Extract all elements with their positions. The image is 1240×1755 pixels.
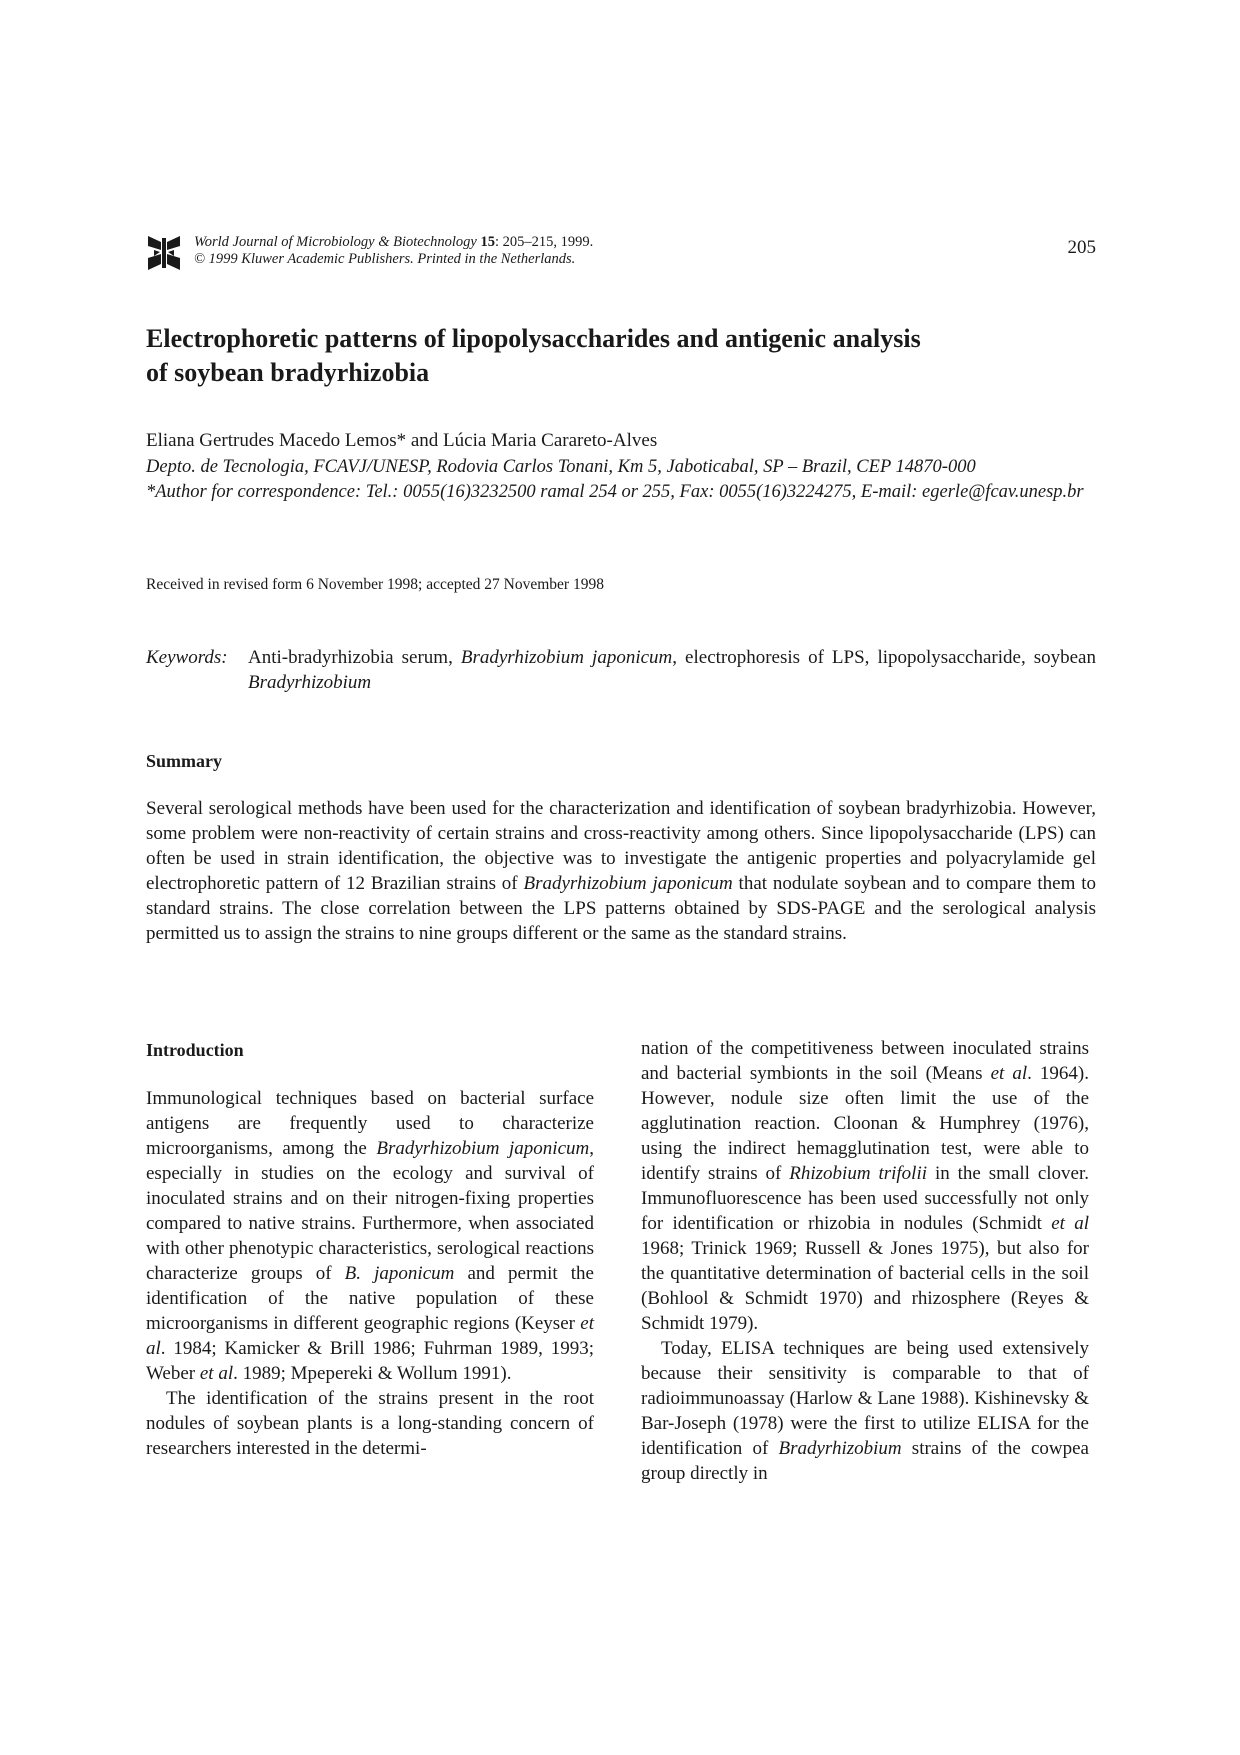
journal-pages: : 205–215, 1999. xyxy=(494,234,594,250)
page-number: 205 xyxy=(1067,237,1096,258)
paper-title xyxy=(146,322,1096,390)
received-dates: Received in revised form 6 November 1998; accepted 27 November 1998 xyxy=(146,576,604,593)
intro-paragraph-4: Today, ELISA techniques are being used extensively because their sensitivity is comparable to that of radioimmunoassay (Harlow & Lane 1988). Kishinevsky & Bar-Joseph (1978) were the first to utilize ELISA for the identification of Bradyrhizobium strains of the cowpea group directly in xyxy=(641,1338,1089,1484)
publisher-logo-icon xyxy=(146,234,182,272)
journal-volume: 15 xyxy=(480,234,495,250)
authors: Eliana Gertrudes Macedo Lemos* and Lúcia Maria Carareto-Alves xyxy=(146,430,658,451)
left-column xyxy=(146,1086,594,1461)
intro-paragraph-2: The identification of the strains present in the root nodules of soybean plants is a long-standing concern of researchers interested in the determi- xyxy=(146,1388,594,1459)
journal-citation xyxy=(194,234,593,268)
summary-text: Several serological methods have been used for the characterization and identification of soybean bradyrhizobia. However, some problem were non-reactivity of certain strains and cross-reactivity among others. Since lipopolysaccharide (LPS) can often be used in strain identification, the objective was to investigate the antigenic properties and polyacrylamide gel electrophoretic pattern of 12 Brazilian strains of Bradyrhizobium japonicum that nodulate soybean and to compare them to standard strains. The close correlation between the LPS patterns obtained by SDS-PAGE and the serological analysis permitted us to assign the strains to nine groups different or the same as the standard strains. xyxy=(146,798,1096,944)
title-line-2: of soybean bradyrhizobia xyxy=(146,358,430,387)
keywords-label: Keywords: xyxy=(146,647,228,668)
intro-paragraph-3: nation of the competitiveness between inoculated strains and bacterial symbionts in the soil (Means et al. 1964). However, nodule size often limit the use of the agglutination reaction. Cloonan & Humphrey (1976), using the indirect hemagglutination test, were able to identify strains of Rhizobium trifolii in the small clover. Immunofluorescence has been used successfully not only for identification or rhizobia in nodules (Schmidt et al 1968; Trinick 1969; Russell & Jones 1975), but also for the quantitative determination of bacterial cells in the soil (Bohlool & Schmidt 1970) and rhizosphere (Reyes & Schmidt 1979). xyxy=(641,1038,1089,1334)
correspondence: *Author for correspondence: Tel.: 0055(16)3232500 ramal 254 or 255, Fax: 0055(16)3224275, E-mail: egerle@fcav.unesp.br xyxy=(146,482,1084,502)
affiliation-block xyxy=(146,455,1096,505)
keywords-text: Anti-bradyrhizobia serum, Bradyrhizobium japonicum, electrophoresis of LPS, lipopolysaccharide, soybean Bradyrhizobium xyxy=(248,647,1096,693)
title-line-1: Electrophoretic patterns of lipopolysaccharides and antigenic analysis xyxy=(146,324,921,353)
introduction-heading: Introduction xyxy=(146,1040,244,1060)
journal-name: World Journal of Microbiology & Biotechnology xyxy=(194,234,477,250)
right-column xyxy=(641,1036,1089,1486)
journal-header xyxy=(146,234,1096,278)
affiliation: Depto. de Tecnologia, FCAVJ/UNESP, Rodovia Carlos Tonani, Km 5, Jaboticabal, SP – Brazil, CEP 14870-000 xyxy=(146,457,976,477)
intro-paragraph-1: Immunological techniques based on bacterial surface antigens are frequently used to characterize microorganisms, among the Bradyrhizobium japonicum, especially in studies on the ecology and survival of inoculated strains and on their nitrogen-fixing properties compared to native strains. Furthermore, when associated with other phenotypic characteristics, serological reactions characterize groups of B. japonicum and permit the identification of the native population of these microorganisms in different geographic regions (Keyser et al. 1984; Kamicker & Brill 1986; Fuhrman 1989, 1993; Weber et al. 1989; Mpepereki & Wollum 1991). xyxy=(146,1088,594,1384)
summary-heading: Summary xyxy=(146,751,222,771)
copyright-line: © 1999 Kluwer Academic Publishers. Printed in the Netherlands. xyxy=(194,251,576,267)
